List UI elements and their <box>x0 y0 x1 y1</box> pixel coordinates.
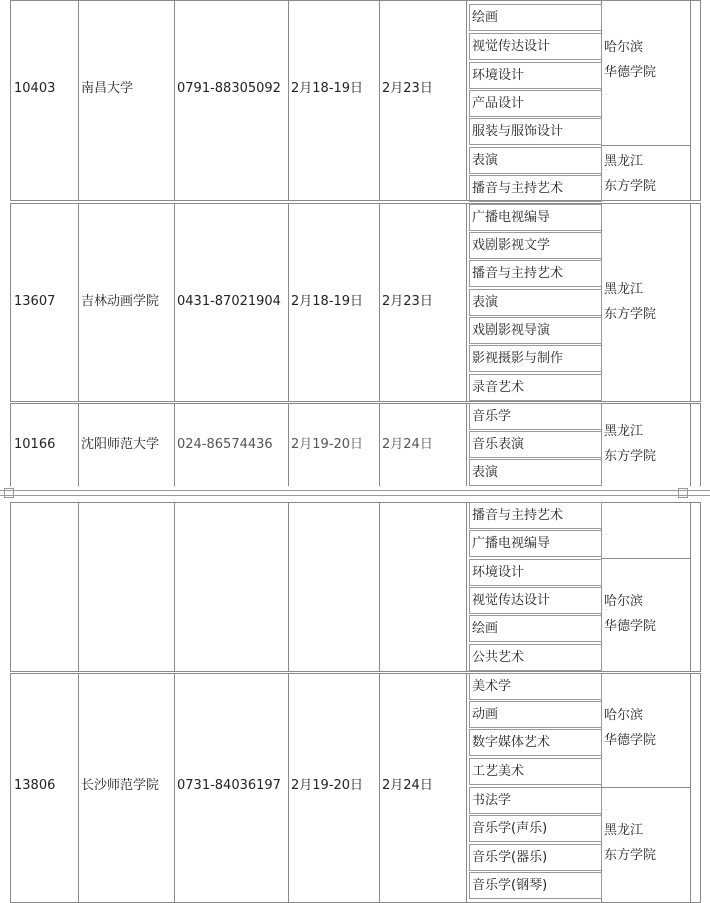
cell-location <box>601 558 691 672</box>
cell-code <box>10 502 79 672</box>
major-item: 音乐学(器乐) <box>469 844 602 871</box>
major-item: 播音与主持艺术 <box>469 502 602 529</box>
school-name: 吉林动画学院 <box>81 294 160 309</box>
page-break-divider <box>0 486 710 502</box>
location-line: 黑龙江 <box>604 154 644 169</box>
location-line: 华德学院 <box>604 65 657 80</box>
major-item: 戏剧影视导演 <box>469 317 602 344</box>
major-item: 工艺美术 <box>469 758 602 785</box>
major-item: 表演 <box>469 289 602 316</box>
cell-dates2 <box>379 502 467 672</box>
major-item: 广播电视编导 <box>469 530 602 557</box>
major-item: 绘画 <box>469 615 602 642</box>
cell-school <box>78 502 175 672</box>
major-item: 视觉传达设计 <box>469 33 602 60</box>
location-line: 哈尔滨 <box>604 708 644 723</box>
exam-dates: 2月18-19日 <box>291 294 364 309</box>
major-item: 环境设计 <box>469 62 602 89</box>
cell-location <box>601 787 691 903</box>
location-line: 东方学院 <box>604 307 657 322</box>
exam-date-2: 2月23日 <box>382 294 433 309</box>
cell-school <box>78 0 175 201</box>
location-line: 黑龙江 <box>604 823 644 838</box>
school-name: 沈阳师范大学 <box>81 437 160 452</box>
major-item: 播音与主持艺术 <box>469 175 602 202</box>
exam-dates: 2月19-20日 <box>291 778 364 793</box>
phone-number: 0731-84036197 <box>177 778 281 793</box>
exam-date-2: 2月23日 <box>382 81 433 96</box>
location-line: 东方学院 <box>604 848 657 863</box>
major-item: 音乐表演 <box>469 431 602 458</box>
major-item: 环境设计 <box>469 559 602 586</box>
school-code: 10403 <box>14 81 56 96</box>
major-item: 音乐学(声乐) <box>469 815 602 842</box>
major-item: 美术学 <box>469 673 602 700</box>
major-item: 服装与服饰设计 <box>469 118 602 145</box>
cell-location <box>601 502 691 559</box>
school-code: 13607 <box>14 294 56 309</box>
location-line: 黑龙江 <box>604 424 644 439</box>
phone-number: 024-86574436 <box>177 437 273 452</box>
exam-date-2: 2月24日 <box>382 437 433 452</box>
major-item: 音乐学 <box>469 403 602 430</box>
exam-date-2: 2月24日 <box>382 778 433 793</box>
location-line: 东方学院 <box>604 449 657 464</box>
cell-location <box>601 403 691 488</box>
cell-code <box>10 0 79 201</box>
location-line: 黑龙江 <box>604 282 644 297</box>
school-code: 13806 <box>14 778 56 793</box>
phone-number: 0431-87021904 <box>177 294 281 309</box>
major-item: 公共艺术 <box>469 644 602 671</box>
major-item: 音乐学(钢琴) <box>469 872 602 899</box>
location-line: 东方学院 <box>604 179 657 194</box>
exam-dates: 2月18-19日 <box>291 81 364 96</box>
cell-phone <box>174 0 289 201</box>
cell-dates1 <box>288 0 380 201</box>
exam-dates: 2月19-20日 <box>291 437 364 452</box>
major-item: 广播电视编导 <box>469 204 602 231</box>
cell-dates2 <box>379 0 467 201</box>
location-line: 哈尔滨 <box>604 594 644 609</box>
phone-number: 0791-88305092 <box>177 81 281 96</box>
cell-phone <box>174 502 289 672</box>
cell-location <box>601 203 691 402</box>
school-name: 长沙师范学院 <box>81 778 160 793</box>
location-line: 哈尔滨 <box>604 40 644 55</box>
major-item: 绘画 <box>469 4 602 31</box>
major-item: 视觉传达设计 <box>469 587 602 614</box>
major-item: 影视摄影与制作 <box>469 345 602 372</box>
cell-location <box>601 673 691 788</box>
major-item: 产品设计 <box>469 90 602 117</box>
major-item: 数字媒体艺术 <box>469 729 602 756</box>
major-item: 录音艺术 <box>469 374 602 401</box>
major-item: 书法学 <box>469 787 602 814</box>
school-code: 10166 <box>14 437 56 452</box>
major-item: 表演 <box>469 459 602 486</box>
cell-dates1 <box>288 502 380 672</box>
major-item: 戏剧影视文学 <box>469 232 602 259</box>
location-line: 华德学院 <box>604 733 657 748</box>
major-item: 动画 <box>469 701 602 728</box>
major-item: 播音与主持艺术 <box>469 260 602 287</box>
major-item: 表演 <box>469 147 602 174</box>
school-name: 南昌大学 <box>81 81 134 96</box>
location-line: 华德学院 <box>604 619 657 634</box>
